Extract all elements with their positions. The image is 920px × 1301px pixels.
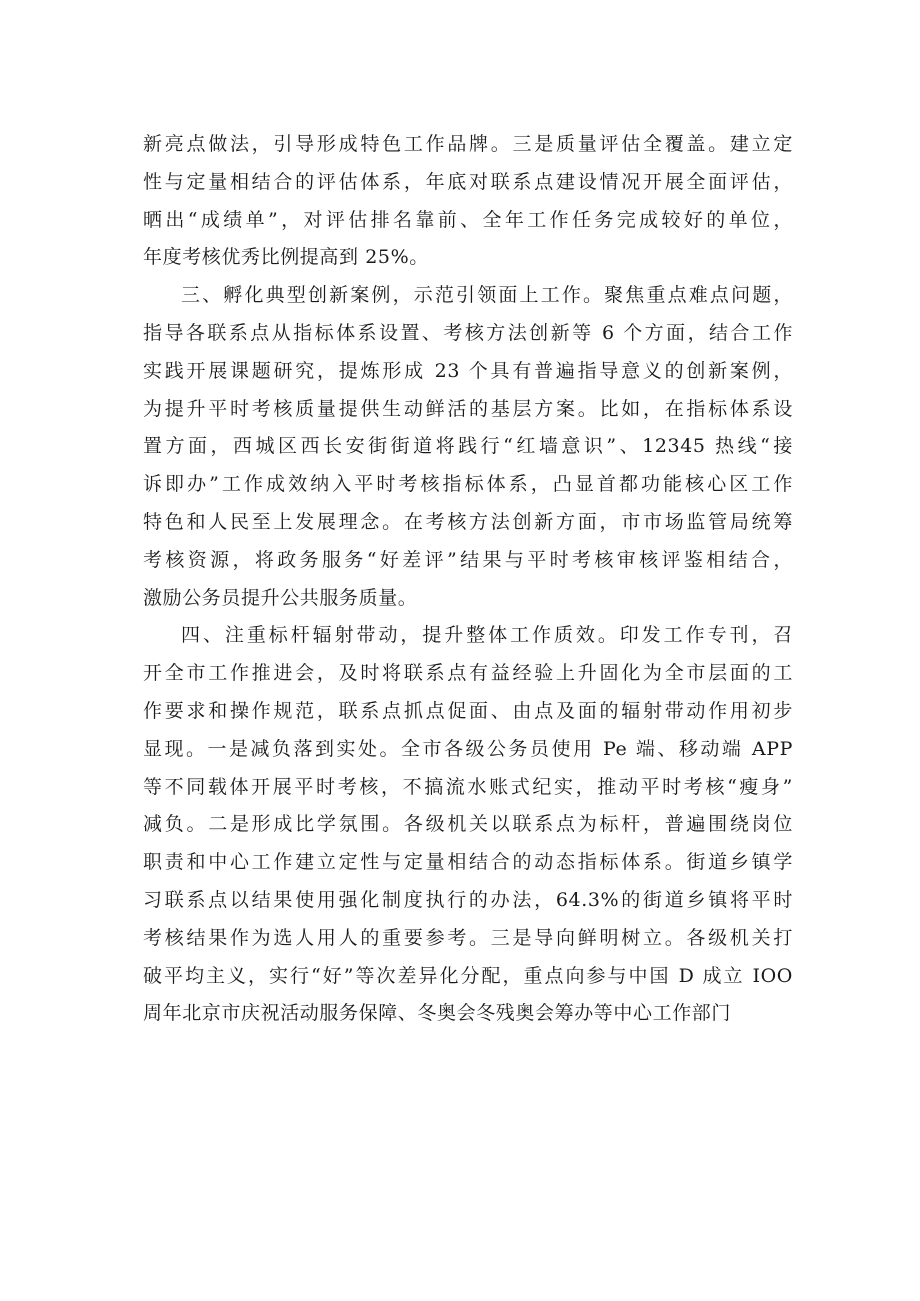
text-line: 性与定量相结合的评估体系，年底对联系点建设情况开展全面评估， [143,170,793,193]
text-line: 等不同载体开展平时考核，不搞流水账式纪实，推动平时考核“瘦身” [143,775,793,798]
text-line: 年度考核优秀比例提高到 25%。 [143,246,429,269]
text-line: 显现。一是减负落到实处。全市各级公务员使用 Pe 端、移动端 APP [143,737,793,760]
text-line: 新亮点做法，引导形成特色工作品牌。三是质量评估全覆盖。建立定 [143,133,793,155]
text-line: 职责和中心工作建立定性与定量相结合的动态指标体系。街道乡镇学 [143,851,793,874]
body-text [143,126,793,1033]
text-line: 实践开展课题研究，提炼形成 23 个具有普遍指导意义的创新案例， [143,359,793,382]
text-line: 为提升平时考核质量提供生动鲜活的基层方案。比如，在指标体系设 [143,397,793,420]
text-line: 考核资源，将政务服务“好差评”结果与平时考核审核评鉴相结合， [143,548,793,571]
text-line: 周年北京市庆祝活动服务保障、冬奥会冬残奥会筹办等中心工作部门 [143,1002,732,1025]
paragraph-1 [143,126,793,277]
text-line: 破平均主义，实行“好”等次差异化分配，重点向参与中国 D 成立 IOO [143,964,793,987]
text-line: 指导各联系点从指标体系设置、考核方法创新等 6 个方面，结合工作 [143,321,793,344]
text-line: 作要求和操作规范，联系点抓点促面、由点及面的辐射带动作用初步 [143,699,793,722]
text-line: 考核结果作为选人用人的重要参考。三是导向鲜明树立。各级机关打 [143,926,793,949]
text-line: 三、孵化典型创新案例，示范引领面上工作。聚焦重点难点问题， [181,284,793,307]
text-line: 诉即办”工作成效纳入平时考核指标体系，凸显首都功能核心区工作 [143,473,793,496]
paragraph-2 [143,277,793,617]
text-line: 晒出“成绩单”，对评估排名靠前、全年工作任务完成较好的单位， [143,208,793,231]
text-line: 置方面，西城区西长安街街道将践行“红墙意识”、12345 热线“接 [143,435,793,458]
text-line: 激励公务员提升公共服务质量。 [143,586,418,609]
text-line: 开全市工作推进会，及时将联系点有益经验上升固化为全市层面的工 [143,662,793,685]
text-line: 减负。二是形成比学氛围。各级机关以联系点为标杆，普遍围绕岗位 [143,813,793,836]
paragraph-3 [143,617,793,1033]
text-line: 四、注重标杆辐射带动，提升整体工作质效。印发工作专刊，召 [181,624,793,647]
text-line: 习联系点以结果使用强化制度执行的办法，64.3%的街道乡镇将平时 [143,888,793,911]
text-line: 特色和人民至上发展理念。在考核方法创新方面，市市场监管局统筹 [143,510,793,533]
